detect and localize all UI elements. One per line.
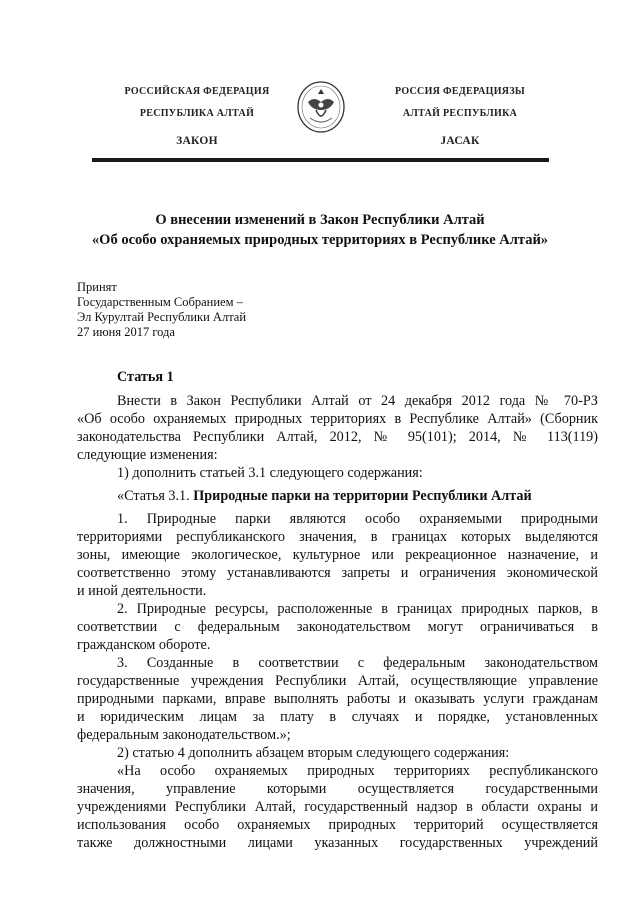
body-line: Внести в Закон Республики Алтай от 24 декабря 2012 года № 70-РЗ — [117, 393, 598, 409]
header-left-republic: РЕСПУБЛИКА АЛТАЙ — [139, 108, 255, 119]
body-line: «Об особо охраняемых природных территориях в Республике Алтай» (Сборник — [77, 411, 598, 427]
body-line: 3. Созданные в соответствии с федеральным законодательством — [117, 655, 598, 671]
body-line: 2. Природные ресурсы, расположенные в границах природных парков, в — [117, 601, 598, 617]
header-left-doctype: ЗАКОН — [176, 135, 218, 147]
body-line: 2) статью 4 дополнить абзацем вторым следующего содержания: — [117, 745, 510, 761]
body-line: значения, управление которыми осуществляется государственными — [77, 781, 598, 797]
adoption-date: 27 июня 2017 года — [77, 325, 175, 339]
body-line: гражданском обороте. — [77, 637, 211, 653]
body-line: федеральным законодательством.»; — [77, 727, 291, 743]
body-line: и юридическим лицам за плату в случаях и порядке, установленных — [77, 709, 598, 725]
header-divider — [92, 158, 549, 162]
body-line: использования особо охраняемых природных территорий осуществляется — [77, 817, 598, 833]
body-line: следующие изменения: — [77, 447, 218, 463]
header-right-country: РОССИЯ ФЕДЕРАЦИЯЗЫ — [394, 86, 526, 97]
adoption-line3: Эл Курултай Республики Алтай — [77, 310, 247, 324]
document-title-line1: О внесении изменений в Закон Республики Алтай — [155, 212, 485, 228]
body-line: и иной деятельности. — [77, 583, 207, 599]
subarticle-heading — [77, 487, 598, 505]
body-line: 1. Природные парки являются особо охраняемыми природными — [117, 511, 598, 527]
coat-of-arms-icon — [296, 80, 346, 134]
body-line: соответственно этому устанавливаются запреты и ограничения экономической — [77, 565, 598, 581]
header-right-republic: АЛТАЙ РЕСПУБЛИКА — [402, 108, 518, 119]
body-line: территориями республиканского значения, в границах которых выделяются — [77, 529, 598, 545]
body-line: «На особо охраняемых природных территориях республиканского — [117, 763, 598, 779]
adoption-line2: Государственным Собранием – — [77, 295, 243, 309]
body-line: природными парками, вправе выполнять работы и оказывать услуги гражданам — [77, 691, 598, 707]
body-line: зоны, имеющие экологическое, культурное или рекреационное назначение, и — [77, 547, 598, 563]
subarticle-title: Природные парки на территории Республики Алтай — [193, 488, 532, 504]
body-line: законодательства Республики Алтай, 2012, № 95(101); 2014, № 113(119) — [77, 429, 598, 445]
body-line: государственные учреждения Республики Алтай, осуществляющие управление — [77, 673, 598, 689]
body-line: учреждениями Республики Алтай, государственный надзор в области охраны и — [77, 799, 598, 815]
document-title-line2: «Об особо охраняемых природных территориях в Республике Алтай» — [91, 232, 549, 248]
subarticle-number: «Статья 3.1. — [117, 488, 194, 504]
body-line: 1) дополнить статьей 3.1 следующего содержания: — [117, 465, 423, 481]
article-heading: Статья 1 — [117, 369, 174, 385]
header-left-country: РОССИЙСКАЯ ФЕДЕРАЦИЯ — [124, 86, 270, 97]
body-line: соответствии с федеральным законодательством могут ограничиваться в — [77, 619, 598, 635]
header-right-doctype: JАСАК — [440, 135, 480, 147]
body-line: также должностными лицами указанных государственных учреждений — [77, 835, 598, 851]
adoption-line1: Принят — [77, 280, 117, 294]
